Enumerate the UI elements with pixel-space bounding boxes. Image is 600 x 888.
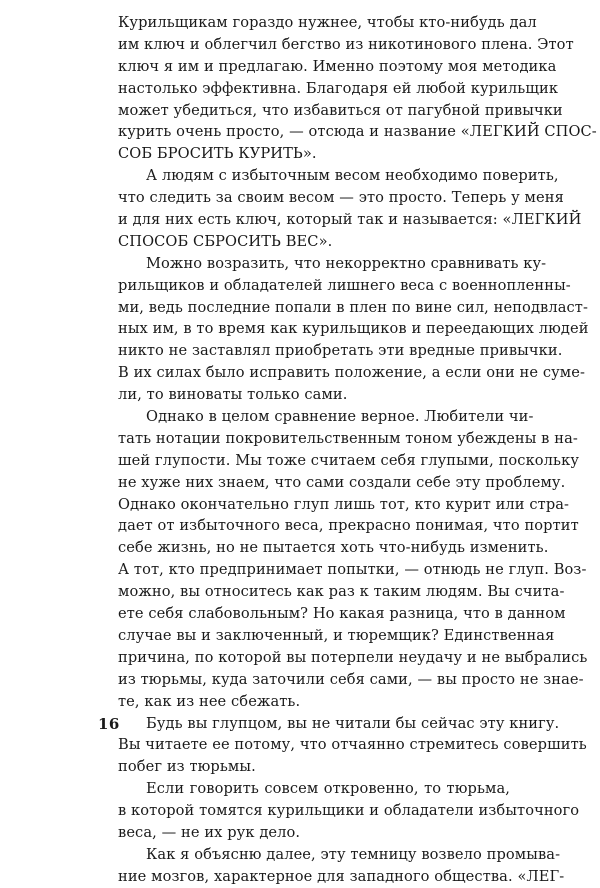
text-line: А тот, кто предпринимает попытки, — отнюдь не глуп. Воз- <box>118 561 587 579</box>
text-line: веса, — не их рук дело. <box>118 823 301 841</box>
text-line: и для них есть ключ, который так и называется: «ЛЕГКИЙ <box>118 211 582 229</box>
text-line: Будь вы глупцом, вы не читали бы сейчас эту книгу. <box>146 714 560 732</box>
text-line: СПОСОБ СБРОСИТЬ ВЕС». <box>118 232 333 250</box>
text-line: ми, ведь последние попали в плен по вине сил, неподвласт- <box>118 298 588 316</box>
text-line: В их силах было исправить положение, а если они не суме- <box>118 364 586 382</box>
text-line: А людям с избыточным весом необходимо поверить, <box>146 167 559 185</box>
text-line: в которой томятся курильщики и обладатели избыточного <box>118 802 580 820</box>
page-number: 16 <box>98 715 120 733</box>
text-line: рильщиков и обладателей лишнего веса с военнопленны- <box>118 276 571 294</box>
text-line: тать нотации покровительственным тоном убеждены в на- <box>118 429 578 447</box>
text-line: им ключ и облегчил бегство из никотинового плена. Этот <box>118 35 574 53</box>
text-line: из тюрьмы, куда заточили себя сами, — вы просто не знае- <box>118 670 584 688</box>
text-line: Однако в целом сравнение верное. Любители чи- <box>146 408 534 426</box>
text-line: те, как из нее сбежать. <box>118 692 301 710</box>
text-line: дает от избыточного веса, прекрасно понимая, что портит <box>118 517 579 535</box>
text-line: Можно возразить, что некорректно сравнивать ку- <box>146 254 547 272</box>
text-line: что следить за своим весом — это просто. Теперь у меня <box>118 189 564 207</box>
text-line: себе жизнь, но не пытается хоть что-нибудь изменить. <box>118 539 549 557</box>
text-line: Вы читаете ее потому, что отчаянно стремитесь совершить <box>118 736 587 754</box>
text-line: курить очень просто, — отсюда и название «ЛЕГКИЙ СПОС- <box>118 123 597 141</box>
text-line: причина, по которой вы потерпели неудачу и не выбрались <box>118 648 588 666</box>
text-line: Курильщикам гораздо нужнее, чтобы кто-нибудь дал <box>118 14 537 31</box>
text-line: Однако окончательно глуп лишь тот, кто курит или стра- <box>118 495 570 513</box>
text-line: можно, вы относитесь как раз к таким людям. Вы счита- <box>118 583 565 601</box>
text-line: может убедиться, что избавиться от пагубной привычки <box>118 101 563 119</box>
text-line: настолько эффективна. Благодаря ей любой курильщик <box>118 79 559 97</box>
text-line: Если говорить совсем откровенно, то тюрьма, <box>146 780 510 798</box>
text-line: ете себя слабовольным? Но какая разница, что в данном <box>118 605 566 623</box>
text-line: не хуже них знаем, что сами создали себе эту проблему. <box>118 473 566 491</box>
text-line: случае вы и заключенный, и тюремщик? Единственная <box>118 626 555 644</box>
text-line: ние мозгов, характерное для западного общества. «ЛЕГ- <box>118 867 565 885</box>
text-line: Как я объясню далее, эту темницу возвело промыва- <box>146 845 561 863</box>
text-line: никто не заставлял приобретать эти вредные привычки. <box>118 342 563 360</box>
text-line: СОБ БРОСИТЬ КУРИТЬ». <box>118 145 317 163</box>
text-line: ли, то виноваты только сами. <box>118 386 348 404</box>
text-line: шей глупости. Мы тоже считаем себя глупыми, поскольку <box>118 451 580 469</box>
text-line: ключ я им и предлагаю. Именно поэтому моя методика <box>118 57 557 75</box>
text-line: побег из тюрьмы. <box>118 758 256 776</box>
text-line: ных им, в то время как курильщиков и переедающих людей <box>118 320 589 338</box>
body-text <box>118 12 597 888</box>
